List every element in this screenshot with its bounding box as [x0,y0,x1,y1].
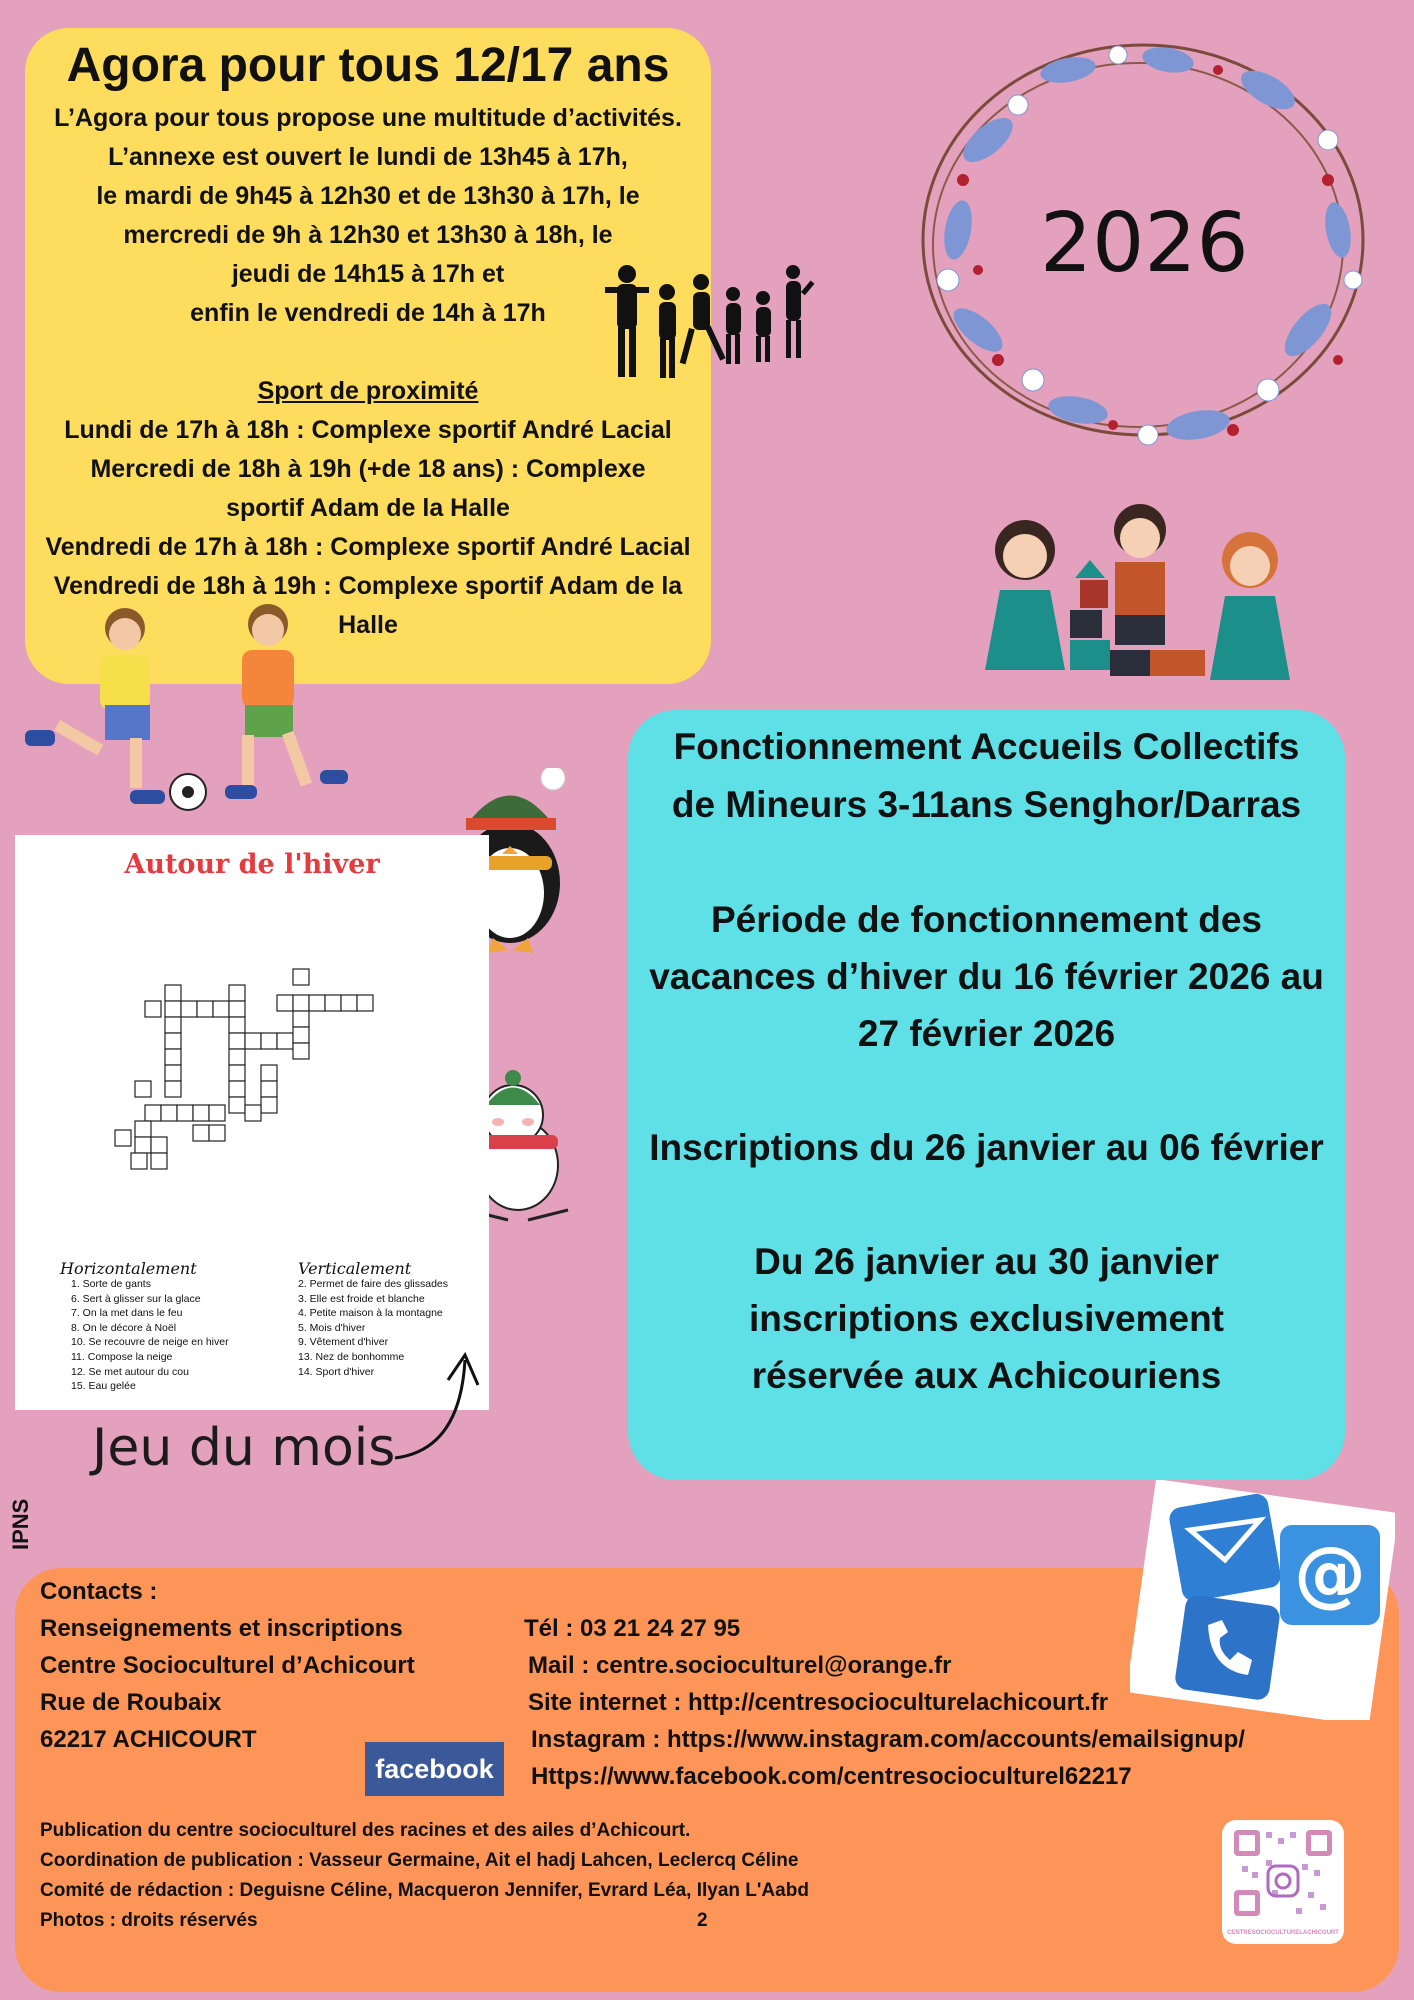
sport-line: Halle [338,610,398,639]
facebook-logo[interactable]: facebook [365,1742,504,1796]
credits-line: Photos : droits réservés [40,1910,258,1931]
qr-caption: CENTRESOCIOCULTURELACHICOURT [1227,1930,1339,1936]
ipns-label: IPNS [8,1498,33,1550]
clue: 13. Nez de bonhomme [298,1350,405,1363]
clue: 2. Permet de faire des glissades [298,1278,448,1290]
soccer-kids-illustration [20,600,360,820]
acm-title: Fonctionnement Accueils Collectifs [673,726,1300,767]
acm-period: 27 février 2026 [857,1013,1116,1054]
clue: 8. On le décore à Noël [71,1321,177,1334]
agora-title: Agora pour tous 12/17 ans [66,39,670,92]
credits-line: Coordination de publication : Vasseur Germaine, Ait el hadj Lahcen, Leclercq Céline [40,1850,799,1871]
qr-code-image [1222,1820,1344,1944]
agora-line: L’annexe est ouvert le lundi de 13h45 à 17h, [108,142,628,171]
acm-inscriptions: Inscriptions du 26 janvier au 06 février [649,1127,1324,1168]
acm-period: Période de fonctionnement des [711,899,1262,940]
qr-code[interactable] [1222,1820,1344,1944]
acm-section [628,710,1345,1480]
contact-mail-link[interactable]: Mail : centre.socioculturel@orange.fr [528,1652,952,1679]
contact-website-link[interactable]: Site internet : http://centresocioculturelachicourt.fr [528,1689,1109,1716]
sport-line: Vendredi de 17h à 18h : Complexe sportif André Lacial [45,532,691,561]
acm-title: de Mineurs 3-11ans Senghor/Darras [671,784,1302,825]
horizontal-clues-heading: Horizontalement [60,1259,197,1278]
jeu-du-mois-label: Jeu du mois [92,1418,396,1478]
crossword-title: Autour de l'hiver [124,849,380,880]
crossword-grid [105,955,435,1175]
credits-line: Publication du centre socioculturel des racines et des ailes d’Achicourt. [40,1820,691,1841]
clue: 11. Compose la neige [71,1350,173,1363]
contact-instagram-link[interactable]: Instagram : https://www.instagram.com/accounts/emailsignup/ [531,1726,1245,1753]
dancers-silhouette-illustration [605,262,820,392]
clue: 6. Sert à glisser sur la glace [71,1292,201,1305]
acm-exclusive: réservée aux Achicouriens [751,1355,1222,1396]
clue: 1. Sorte de gants [71,1278,151,1290]
year-label: 2026 [1040,196,1249,291]
clue: 15. Eau gelée [71,1380,136,1393]
clue: 3. Elle est froide et blanche [298,1292,425,1305]
contact-phone: Tél : 03 21 24 27 95 [524,1615,741,1642]
agora-line: jeudi de 14h15 à 17h et [231,259,505,288]
acm-period: vacances d’hiver du 16 février 2026 au [649,956,1324,997]
arrow-icon [390,1340,490,1470]
sport-line: sportif Adam de la Halle [226,493,510,522]
page-number: 2 [697,1910,708,1931]
sport-title: Sport de proximité [257,376,479,405]
communication-icons-illustration [1130,1480,1395,1720]
sport-line: Lundi de 17h à 18h : Complexe sportif André Lacial [64,415,672,444]
vertical-clues-heading: Verticalement [298,1259,412,1278]
agora-line: enfin le vendredi de 14h à 17h [190,298,546,327]
clue: 14. Sport d'hiver [298,1365,375,1378]
svg-text:@: @ [1294,1531,1366,1615]
clue: 7. On la met dans le feu [71,1307,183,1320]
contact-left-line: 62217 ACHICOURT [40,1726,257,1753]
contact-heading: Contacts : [40,1578,158,1605]
agora-line: mercredi de 9h à 12h30 et 13h30 à 18h, le [123,220,613,249]
sport-line: Vendredi de 18h à 19h : Complexe sportif Adam de la [53,571,683,600]
clue: 9. Vêtement d'hiver [298,1336,389,1349]
agora-line: le mardi de 9h45 à 12h30 et de 13h30 à 17h, le [96,181,640,210]
clue: 4. Petite maison à la montagne [298,1307,443,1320]
sport-line: Mercredi de 18h à 19h (+de 18 ans) : Complexe [90,454,646,483]
horizontal-clues [71,1277,229,1394]
agora-line: L’Agora pour tous propose une multitude d’activités. [54,103,682,132]
clue: 10. Se recouvre de neige en hiver [71,1336,229,1349]
acm-exclusive: inscriptions exclusivement [748,1298,1224,1339]
crossword-panel [15,835,489,1410]
clue: 12. Se met autour du cou [71,1365,189,1378]
credits-line: Comité de rédaction : Deguisne Céline, Macqueron Jennifer, Evrard Léa, Ilyan L'Aabd [40,1880,809,1901]
contact-facebook-link[interactable]: Https://www.facebook.com/centresocioculturel62217 [531,1763,1132,1790]
clue: 5. Mois d'hiver [298,1321,366,1334]
kids-building-blocks-illustration [980,500,1310,710]
acm-exclusive: Du 26 janvier au 30 janvier [754,1241,1219,1282]
contact-left-line: Centre Socioculturel d’Achicourt [40,1652,415,1679]
contact-left-line: Renseignements et inscriptions [40,1615,403,1642]
contact-left-line: Rue de Roubaix [40,1689,222,1716]
